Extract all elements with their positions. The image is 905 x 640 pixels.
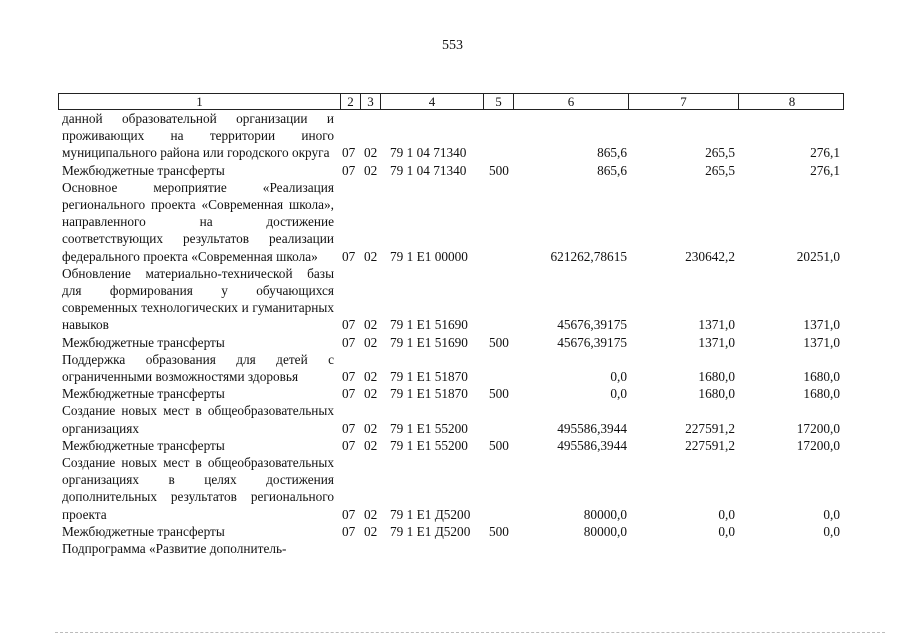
table-row: [0, 454, 905, 523]
row-name: Обновление материально-технической базы для формирования у обучающихся современных технологических и гуманитарных навыков: [62, 265, 334, 333]
row-pr: 02: [364, 420, 378, 436]
row-name: Межбюджетные трансферты: [62, 523, 225, 539]
row-name: Создание новых мест в общеобразовательных организациях: [62, 403, 334, 436]
row-value-6: 495586,3944: [557, 437, 627, 453]
row-name: Подпрограмма «Развитие дополнитель-: [62, 541, 287, 557]
header-col-6: 6: [514, 94, 629, 109]
row-value-6: 0,0: [610, 386, 627, 402]
row-value-8: 276,1: [810, 162, 840, 178]
row-csr: 79 1 E1 Д5200: [390, 523, 471, 539]
row-name: Поддержка образования для детей с ограниченными возможностями здоровья: [62, 351, 334, 385]
row-csr: 79 1 E1 55200: [390, 437, 468, 453]
row-csr: 79 1 E1 51870: [390, 369, 468, 385]
row-name: Межбюджетные трансферты: [62, 162, 225, 178]
row-value-6: 80000,0: [583, 523, 627, 539]
row-value-7: 0,0: [718, 506, 735, 522]
row-value-6: 865,6: [597, 145, 627, 161]
row-pr: 02: [364, 162, 378, 178]
row-csr: 79 1 E1 51690: [390, 334, 468, 350]
row-value-8: 20251,0: [796, 248, 840, 264]
row-rz: 07: [342, 334, 356, 350]
row-rz: 07: [342, 369, 356, 385]
row-rz: 07: [342, 420, 356, 436]
row-rz: 07: [342, 386, 356, 402]
header-col-4: 4: [381, 94, 484, 109]
row-value-8: 0,0: [823, 523, 840, 539]
row-csr: 79 1 E1 55200: [390, 420, 468, 436]
table-row: [0, 523, 905, 540]
row-value-6: 865,6: [597, 162, 627, 178]
row-value-8: 17200,0: [796, 420, 840, 436]
page-number: 553: [442, 38, 463, 53]
row-csr: 79 1 E1 51870: [390, 386, 468, 402]
table-row: [0, 385, 905, 402]
header-col-2: 2: [341, 94, 361, 109]
row-value-6: 45676,39175: [557, 317, 627, 333]
header-col-1: 1: [59, 94, 341, 109]
row-value-8: 0,0: [823, 506, 840, 522]
table-header: [58, 93, 844, 110]
row-value-7: 1680,0: [698, 369, 735, 385]
row-name: Создание новых мест в общеобразовательных организациях в целях достижения дополнительных результатов регионального проекта: [62, 455, 334, 522]
row-csr: 79 1 04 71340: [390, 145, 467, 161]
row-rz: 07: [342, 145, 356, 161]
header-col-5: 5: [484, 94, 514, 109]
table-row: [0, 437, 905, 454]
row-value-7: 227591,2: [685, 437, 735, 453]
row-value-7: 1680,0: [698, 386, 735, 402]
row-value-8: 1680,0: [803, 386, 840, 402]
row-value-6: 80000,0: [583, 506, 627, 522]
row-pr: 02: [364, 334, 378, 350]
header-col-7: 7: [629, 94, 739, 109]
row-rz: 07: [342, 248, 356, 264]
row-value-6: 45676,39175: [557, 334, 627, 350]
row-value-8: 1371,0: [803, 334, 840, 350]
row-name: данной образовательной организации и проживающих на территории иного муниципального района или городского округа: [62, 111, 334, 161]
row-rz: 07: [342, 162, 356, 178]
row-csr: 79 1 E1 Д5200: [390, 506, 471, 522]
header-col-3: 3: [361, 94, 381, 109]
row-name: Основное мероприятие «Реализация регионального проекта «Современная школа», направленного на достижение соответствующих результатов реализации федерального проекта «Современная школа»: [62, 179, 334, 264]
row-csr: 79 1 E1 00000: [390, 248, 468, 264]
table-row: [0, 179, 905, 265]
row-vr: 500: [489, 334, 509, 350]
row-rz: 07: [342, 506, 356, 522]
row-vr: 500: [489, 162, 509, 178]
table-row: [0, 265, 905, 334]
row-pr: 02: [364, 317, 378, 333]
row-rz: 07: [342, 437, 356, 453]
row-pr: 02: [364, 248, 378, 264]
table-row: [0, 402, 905, 436]
bottom-edge-artifact: [55, 632, 885, 635]
row-value-6: 621262,78615: [550, 248, 627, 264]
header-col-8: 8: [788, 94, 796, 109]
row-value-7: 265,5: [705, 145, 735, 161]
row-value-7: 230642,2: [685, 248, 735, 264]
row-value-8: 1371,0: [803, 317, 840, 333]
row-pr: 02: [364, 145, 378, 161]
row-csr: 79 1 04 71340: [390, 162, 467, 178]
row-vr: 500: [489, 523, 509, 539]
row-value-8: 17200,0: [796, 437, 840, 453]
table-body: [0, 110, 905, 557]
row-csr: 79 1 E1 51690: [390, 317, 468, 333]
row-value-7: 1371,0: [698, 334, 735, 350]
row-pr: 02: [364, 369, 378, 385]
row-value-6: 495586,3944: [557, 420, 627, 436]
table-row: [0, 351, 905, 385]
row-vr: 500: [489, 386, 509, 402]
row-name: Межбюджетные трансферты: [62, 386, 225, 402]
table-row: [0, 110, 905, 162]
row-pr: 02: [364, 437, 378, 453]
row-name: Межбюджетные трансферты: [62, 437, 225, 453]
row-name: Межбюджетные трансферты: [62, 334, 225, 350]
table-row: [0, 334, 905, 351]
row-rz: 07: [342, 523, 356, 539]
table-row: [0, 540, 905, 557]
row-value-8: 1680,0: [803, 369, 840, 385]
table-row: [0, 162, 905, 179]
row-value-7: 265,5: [705, 162, 735, 178]
row-vr: 500: [489, 437, 509, 453]
row-pr: 02: [364, 386, 378, 402]
row-value-7: 227591,2: [685, 420, 735, 436]
row-pr: 02: [364, 506, 378, 522]
row-value-7: 1371,0: [698, 317, 735, 333]
row-value-6: 0,0: [610, 369, 627, 385]
row-pr: 02: [364, 523, 378, 539]
row-value-8: 276,1: [810, 145, 840, 161]
row-value-7: 0,0: [718, 523, 735, 539]
row-rz: 07: [342, 317, 356, 333]
